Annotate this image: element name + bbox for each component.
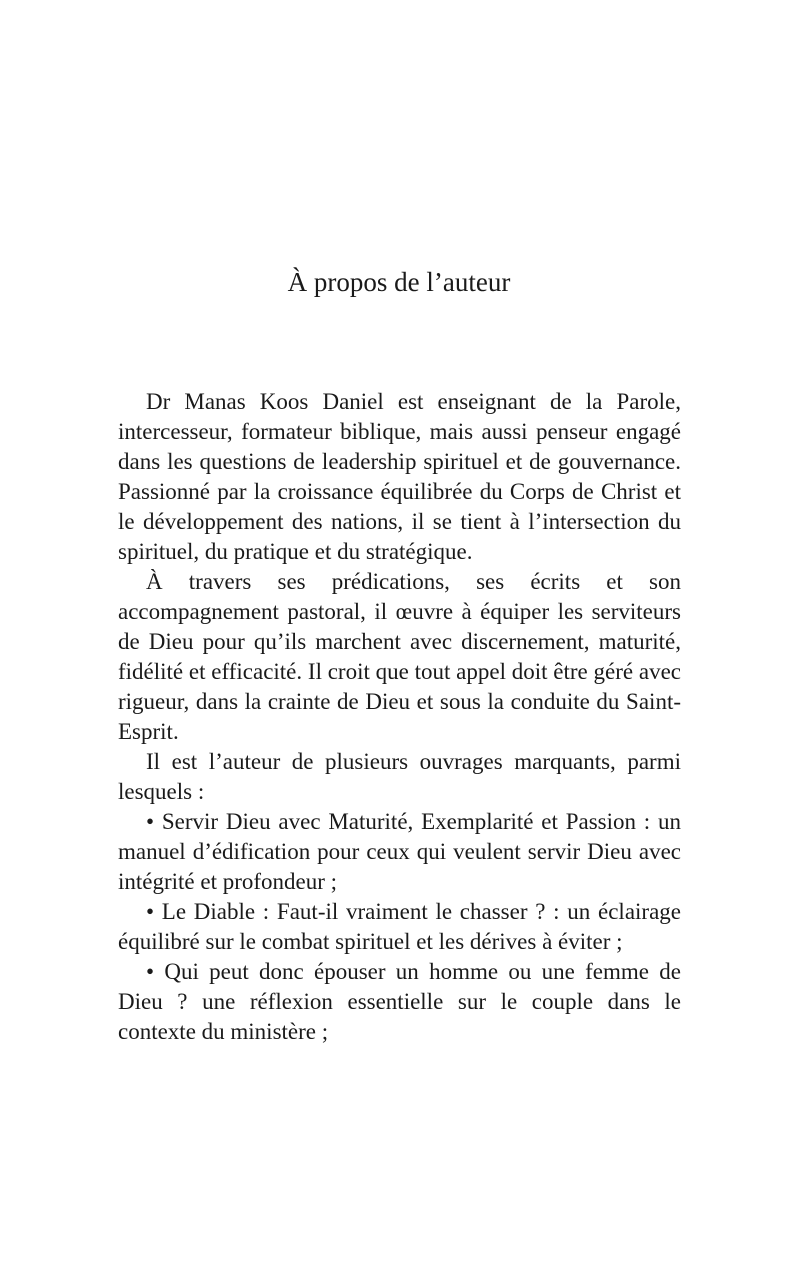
author-bio bbox=[118, 387, 681, 1047]
bio-paragraph-works-intro: Il est l’auteur de plusieurs ouvrages marquants, parmi lesquels : bbox=[118, 749, 681, 804]
book-list-item: • Qui peut donc épouser un homme ou une femme de Dieu ? une réflexion essentielle sur le couple dans le contexte du ministère ; bbox=[118, 959, 681, 1044]
bio-paragraph-intro: Dr Manas Koos Daniel est enseignant de la Parole, intercesseur, formateur biblique, mais aussi penseur engagé dans les questions de leadership spirituel et de gouvernance. Passionné par la croissance équilibrée du Corps de Christ et le développement des nations, il se tient à l’intersection du spirituel, du pratique et du stratégique. bbox=[118, 389, 681, 564]
book-list-item: • Le Diable : Faut-il vraiment le chasser ? : un éclairage équilibré sur le combat spirituel et les dérives à éviter ; bbox=[118, 899, 681, 954]
book-list-item: • Servir Dieu avec Maturité, Exemplarité et Passion : un manuel d’édification pour ceux qui veulent servir Dieu avec intégrité et profondeur ; bbox=[118, 809, 681, 894]
bio-paragraph-ministry: À travers ses prédications, ses écrits et son accompagnement pastoral, il œuvre à équiper les serviteurs de Dieu pour qu’ils marchent avec discernement, maturité, fidélité et efficacité. Il croit que tout appel doit être géré avec rigueur, dans la crainte de Dieu et sous la conduite du Saint-Esprit. bbox=[118, 569, 681, 744]
page-title: À propos de l’auteur bbox=[287, 267, 511, 297]
